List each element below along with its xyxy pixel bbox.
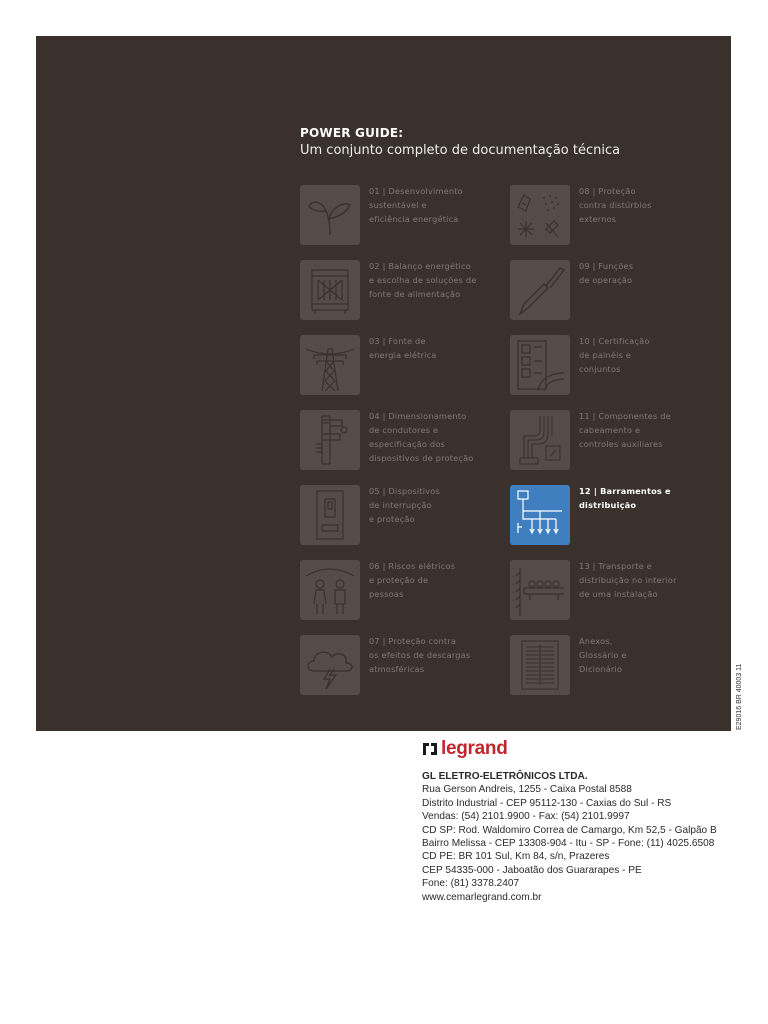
guide-item-label: 06 | Riscos elétricos e proteção de pessoas <box>369 561 456 599</box>
guide-item-label: 02 | Balanço energético e escolha de soluções de fonte de alimentação <box>369 261 477 299</box>
guide-item-03[interactable] <box>300 335 510 397</box>
guide-item-08[interactable] <box>510 185 720 247</box>
power-pylon-icon <box>300 335 360 395</box>
sprout-icon <box>300 185 360 245</box>
guide-item-label: 11 | Componentes de cabeamento e controles auxiliares <box>579 411 671 449</box>
panel-icon <box>510 335 570 395</box>
phone-line: Vendas: (54) 2101.9900 - Fax: (54) 2101.9997 <box>422 811 630 823</box>
weather-icon <box>510 185 570 245</box>
lightning-cloud-icon <box>300 635 360 695</box>
guide-item-12[interactable] <box>510 485 720 547</box>
address-line: CD PE: BR 101 Sul, Km 84, s/n, Prazeres <box>422 851 610 863</box>
phone-line: Fone: (81) 3378.2407 <box>422 878 520 890</box>
brand-name: legrand <box>441 738 508 759</box>
guide-subtitle: Um conjunto completo de documentação técnica <box>300 143 621 158</box>
breaker-icon <box>300 485 360 545</box>
legrand-logo[interactable] <box>422 738 508 760</box>
document-code: E29016 BR 40003 11 <box>736 663 743 730</box>
guide-item-02[interactable] <box>300 260 510 322</box>
address-block <box>422 770 717 904</box>
guide-item-label: 09 | Funções de operação <box>579 261 634 285</box>
guide-item-label: 07 | Proteção contra os efeitos de descargas atmosféricas <box>369 636 471 674</box>
address-line: CD SP: Rod. Waldomiro Correa de Camargo, Km 52,5 - Galpão B <box>422 824 717 836</box>
address-line: Bairro Melissa - CEP 13308-904 - Itu - SP - Fone: (11) 4025.6508 <box>422 838 715 850</box>
guide-item-label: 10 | Certificação de painéis e conjuntos <box>579 336 650 374</box>
header <box>300 126 620 158</box>
guide-item-label: 05 | Dispositivos de interrupção e proteção <box>369 486 440 524</box>
guide-item-label: 12 | Barramentos e distribuição <box>579 486 671 510</box>
guide-item-label: 04 | Dimensionamento de condutores e especificação dos dispositivos de proteção <box>369 411 474 463</box>
cable-tray-icon <box>510 560 570 620</box>
guide-item-09[interactable] <box>510 260 720 322</box>
guide-item-07[interactable] <box>300 635 510 697</box>
guide-item-05[interactable] <box>300 485 510 547</box>
address-line: Rua Gerson Andreis, 1255 - Caixa Postal 8588 <box>422 784 632 796</box>
guide-item-01[interactable] <box>300 185 510 247</box>
guide-item-label: Anexos, Glossário e Dicionário <box>579 636 627 674</box>
address-line: CEP 54335-000 - Jaboatão dos Guararapes - PE <box>422 864 642 876</box>
book-icon <box>510 635 570 695</box>
address-line: Distrito Industrial - CEP 95112-130 - Caxias do Sul - RS <box>422 797 672 809</box>
guide-item-label: 13 | Transporte e distribuição no interior de uma instalação <box>579 561 677 599</box>
guide-item-label: 08 | Proteção contra distúrbios externos <box>579 186 652 224</box>
company-name: GL ELETRO-ELETRÔNICOS LTDA. <box>422 771 588 782</box>
people-icon <box>300 560 360 620</box>
legrand-mark-icon <box>422 741 438 757</box>
transformer-icon <box>300 260 360 320</box>
website-link[interactable]: www.cemarlegrand.com.br <box>422 891 542 903</box>
guide-item-13[interactable] <box>510 560 720 622</box>
busbar-icon <box>510 485 570 545</box>
guide-item-label: 03 | Fonte de energia elétrica <box>369 336 437 360</box>
caliper-icon <box>300 410 360 470</box>
guide-item-06[interactable] <box>300 560 510 622</box>
guide-item-04[interactable] <box>300 410 510 472</box>
wiring-icon <box>510 410 570 470</box>
guide-item-11[interactable] <box>510 410 720 472</box>
guide-item-label: 01 | Desenvolvimento sustentável e eficiência energética <box>369 186 463 224</box>
screwdriver-icon <box>510 260 570 320</box>
guide-item-annex[interactable] <box>510 635 720 697</box>
guide-item-10[interactable] <box>510 335 720 397</box>
guide-title: POWER GUIDE: <box>300 126 404 140</box>
